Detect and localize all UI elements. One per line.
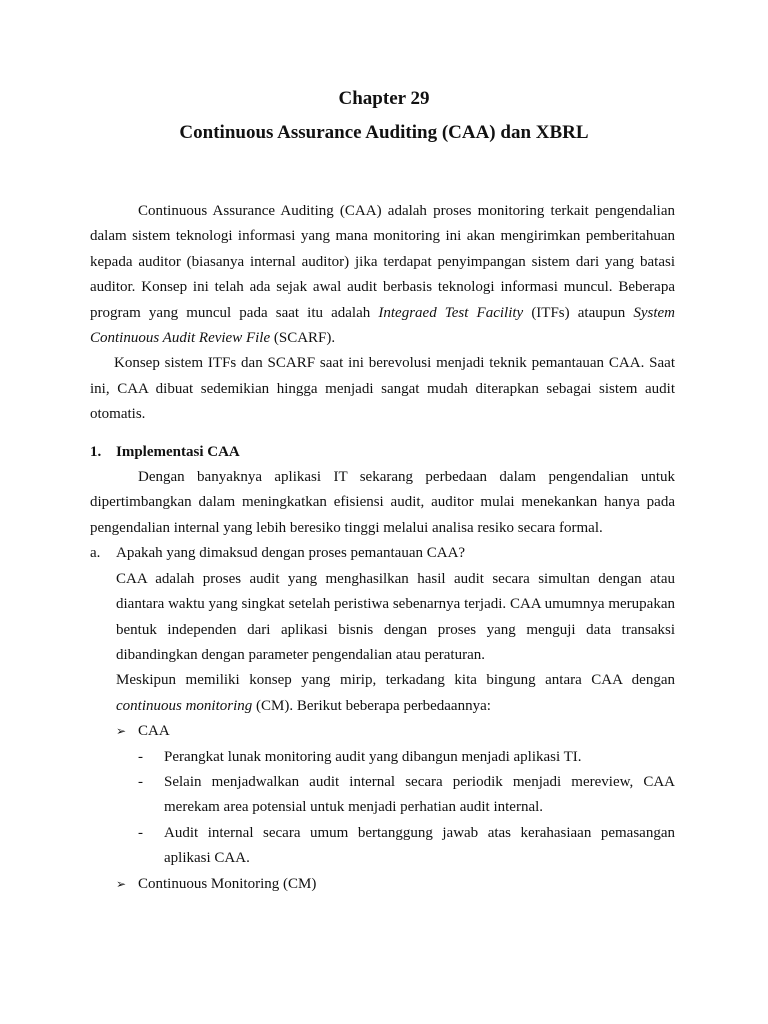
- chapter-number: Chapter 29: [338, 88, 430, 109]
- bullet-caa: ➢ CAA: [116, 719, 675, 744]
- bullet-continuous-monitoring: ➢ Continuous Monitoring (CM): [116, 872, 675, 897]
- document-body: [90, 199, 675, 897]
- list-item: - Audit internal secara umum bertanggung jawab atas kerahasiaan pemasangan aplikasi CAA.: [138, 824, 675, 867]
- list-item: - Perangkat lunak monitoring audit yang dibangun menjadi aplikasi TI.: [138, 748, 582, 765]
- question-item: a. Apakah yang dimaksud dengan proses pemantauan CAA?: [90, 545, 466, 562]
- arrow-bullet-icon: ➢: [116, 724, 127, 739]
- list-item: - Selain menjadwalkan audit internal secara periodik menjadi mereview, CAA merekam area potensial untuk menjadi perhatian audit internal.: [138, 773, 675, 816]
- section-heading: 1. Implementasi CAA: [90, 443, 240, 460]
- section-paragraph: Dengan banyaknya aplikasi IT sekarang perbedaan dalam pengendalian untuk dipertimbangkan dalam meningkatkan efisiensi audit, auditor mulai menekankan hanya pada pengendalian internal yang lebih beresiko tinggi melalui analisa resiko secara formal.: [90, 469, 675, 536]
- comparison-paragraph: Meskipun memiliki konsep yang mirip, terkadang kita bingung antara CAA dengan continuous monitoring (CM). Berikut beberapa perbedaannya:: [116, 672, 675, 714]
- chapter-title: Continuous Assurance Auditing (CAA) dan XBRL: [179, 122, 589, 143]
- arrow-bullet-icon: ➢: [116, 876, 127, 891]
- intro-paragraph-1: Continuous Assurance Auditing (CAA) adalah proses monitoring terkait pengendalian dalam sistem teknologi informasi yang mana monitoring ini akan mengirimkan pemberitahuan kepada auditor (biasanya internal auditor) jika terdapat penyimpangan sistem dari yang batasi auditor. Konsep ini telah ada sejak awal audit berbasis teknologi informasi muncul. Beberapa program yang muncul pada saat itu adalah Integraed Test Facility (ITFs) ataupun System Continuous Audit Review File (SCARF).: [90, 203, 676, 347]
- answer-paragraph: CAA adalah proses audit yang menghasilkan hasil audit secara simultan dengan atau diantara waktu yang singkat setelah peristiwa sebenarnya terjadi. CAA umumnya merupakan bentuk independen dari aplikasi bisnis dengan proses yang menguji data transaksi dibandingkan dengan parameter pengendalian atau peraturan.: [116, 570, 675, 663]
- intro-paragraph-2: Konsep sistem ITFs dan SCARF saat ini berevolusi menjadi teknik pemantauan CAA. Saat ini, CAA dibuat sedemikian hingga menjadi sangat mudah diterapkan sebagai sistem audit otomatis.: [90, 355, 675, 423]
